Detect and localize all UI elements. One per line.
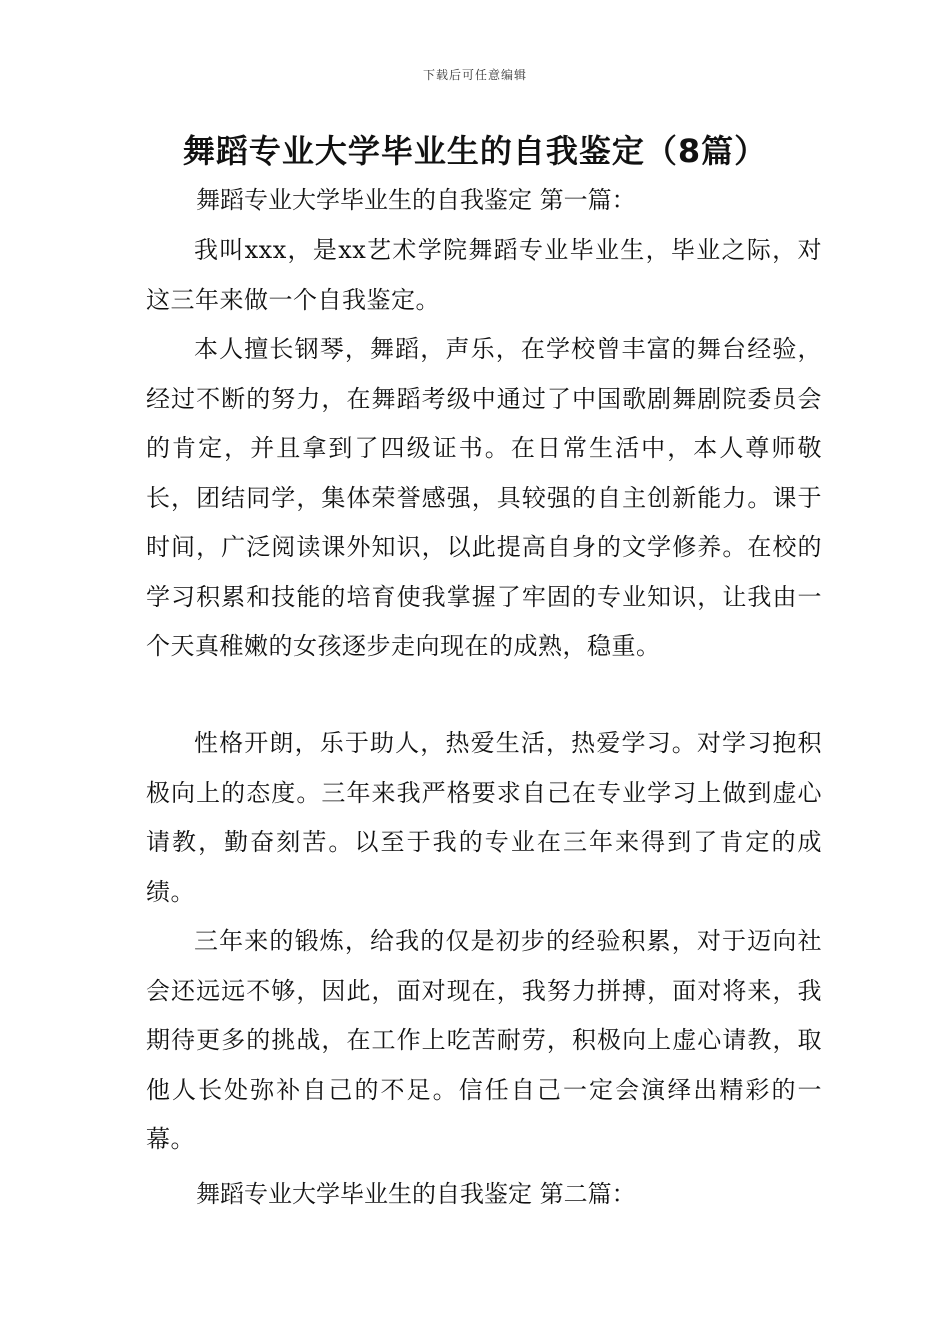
paragraph: 性格开朗，乐于助人，热爱生活，热爱学习。对学习抱积极向上的态度。三年来我严格要求自己在专业学习上做到虚心请教，勤奋刻苦。以至于我的专业在三年来得到了肯定的成绩。 [146, 729, 822, 906]
paragraph-block-3 [146, 719, 822, 917]
paragraph: 本人擅长钢琴，舞蹈，声乐，在学校曾丰富的舞台经验，经过不断的努力，在舞蹈考级中通过了中国歌剧舞剧院委员会的肯定，并且拿到了四级证书。在日常生活中，本人尊师敬长，团结同学，集体荣誉感强，具较强的自主创新能力。课于时间，广泛阅读课外知识，以此提高自身的文学修养。在校的学习积累和技能的培育使我掌握了牢固的专业知识，让我由一个天真稚嫩的女孩逐步走向现在的成熟，稳重。 [146, 335, 822, 660]
section-heading-2: 舞蹈专业大学毕业生的自我鉴定 第二篇： [196, 1180, 636, 1208]
paragraph-block-4 [146, 917, 822, 1165]
paragraph: 我叫xxx，是xx艺术学院舞蹈专业毕业生，毕业之际，对这三年来做一个自我鉴定。 [146, 236, 822, 314]
document-title: 舞蹈专业大学毕业生的自我鉴定（8篇） [182, 132, 768, 170]
paragraph: 三年来的锻炼，给我的仅是初步的经验积累，对于迈向社会还远远不够，因此，面对现在，我努力拼搏，面对将来，我期待更多的挑战，在工作上吃苦耐劳，积极向上虚心请教，取他人长处弥补自己的不足。信任自己一定会演绎出精彩的一幕。 [146, 927, 822, 1153]
section-heading-1: 舞蹈专业大学毕业生的自我鉴定 第一篇： [196, 186, 636, 214]
paragraph-block-1 [146, 226, 822, 325]
paragraph-block-2 [146, 325, 822, 672]
header-note: 下载后可任意编辑 [422, 68, 527, 82]
